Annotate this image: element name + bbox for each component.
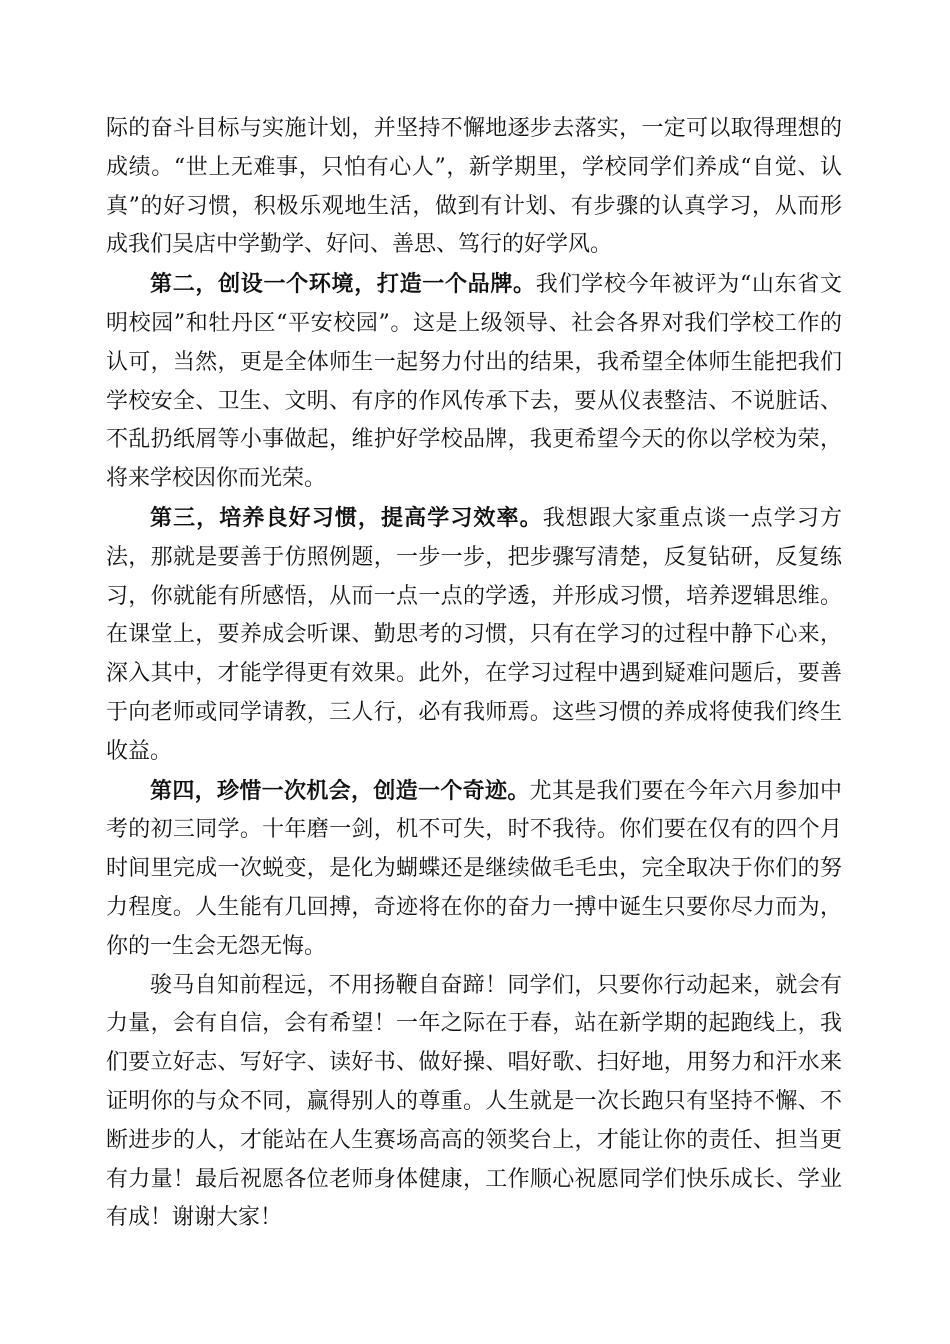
- paragraph-text: 际的奋斗目标与实施计划，并坚持不懈地逐步去落实，一定可以取得理想的成绩。“世上无难事，只怕有心人”，新学期里，学校同学们养成“自觉、认真”的好习惯，积极乐观地生活，做到有计划、有步骤的认真学习，从而形成我们吴店中学勤学、好问、善思、笃行的好学风。: [106, 116, 842, 258]
- paragraph-point-three: [106, 499, 842, 772]
- paragraph-closing: [106, 967, 842, 1239]
- paragraph-point-four: [106, 772, 842, 967]
- paragraph-text: 我想跟大家重点谈一点学习方法，那就是要善于仿照例题，一步一步，把步骤写清楚，反复钻研，反复练习，你就能有所感悟，从而一点一点的学透，并形成习惯，培养逻辑思维。在课堂上，要养成会听课、勤思考的习惯，只有在学习的过程中静下心来，深入其中，才能学得更有效果。此外，在学习过程中遇到疑难问题后，要善于向老师或同学请教，三人行，必有我师焉。这些习惯的养成将使我们终生收益。: [106, 505, 842, 764]
- paragraph-heading: 第四，珍惜一次机会，创造一个奇迹。: [150, 777, 530, 804]
- paragraph-text: 尤其是我们要在今年六月参加中考的初三同学。十年磨一剑，机不可失，时不我待。你们要在仅有的四个月时间里完成一次蜕变，是化为蝴蝶还是继续做毛毛虫，完全取决于你们的努力程度。人生能有几回搏，奇迹将在你的奋力一搏中诞生只要你尽力而为，你的一生会无怨无悔。: [106, 778, 842, 959]
- paragraph-continuation: [106, 110, 842, 265]
- paragraph-text: 我们学校今年被评为“山东省文明校园”和牡丹区“平安校园”。这是上级领导、社会各界对我们学校工作的认可，当然，更是全体师生一起努力付出的结果，我希望全体师生能把我们学校安全、卫生、文明、有序的作风传承下去，要从仪表整洁、不说脏话、不乱扔纸屑等小事做起，维护好学校品牌，我更希望今天的你以学校为荣，将来学校因你而光荣。: [106, 272, 842, 492]
- paragraph-text: 骏马自知前程远，不用扬鞭自奋蹄！同学们，只要你行动起来，就会有力量，会有自信，会有希望！一年之际在于春，站在新学期的起跑线上，我们要立好志、写好字、读好书、做好操、唱好歌、扫好地，用努力和汗水来证明你的与众不同，赢得别人的尊重。人生就是一次长跑只有坚持不懈、不断进步的人，才能站在人生赛场高高的领奖台上，才能让你的责任、担当更有力量！最后祝愿各位老师身体健康，工作顺心祝愿同学们快乐成长、学业有成！谢谢大家！: [106, 972, 842, 1231]
- paragraph-heading: 第三，培养良好习惯，提高学习效率。: [150, 504, 543, 531]
- paragraph-point-two: [106, 265, 842, 499]
- paragraph-heading: 第二，创设一个环境，打造一个品牌。: [150, 271, 536, 298]
- document-page: [106, 110, 842, 1238]
